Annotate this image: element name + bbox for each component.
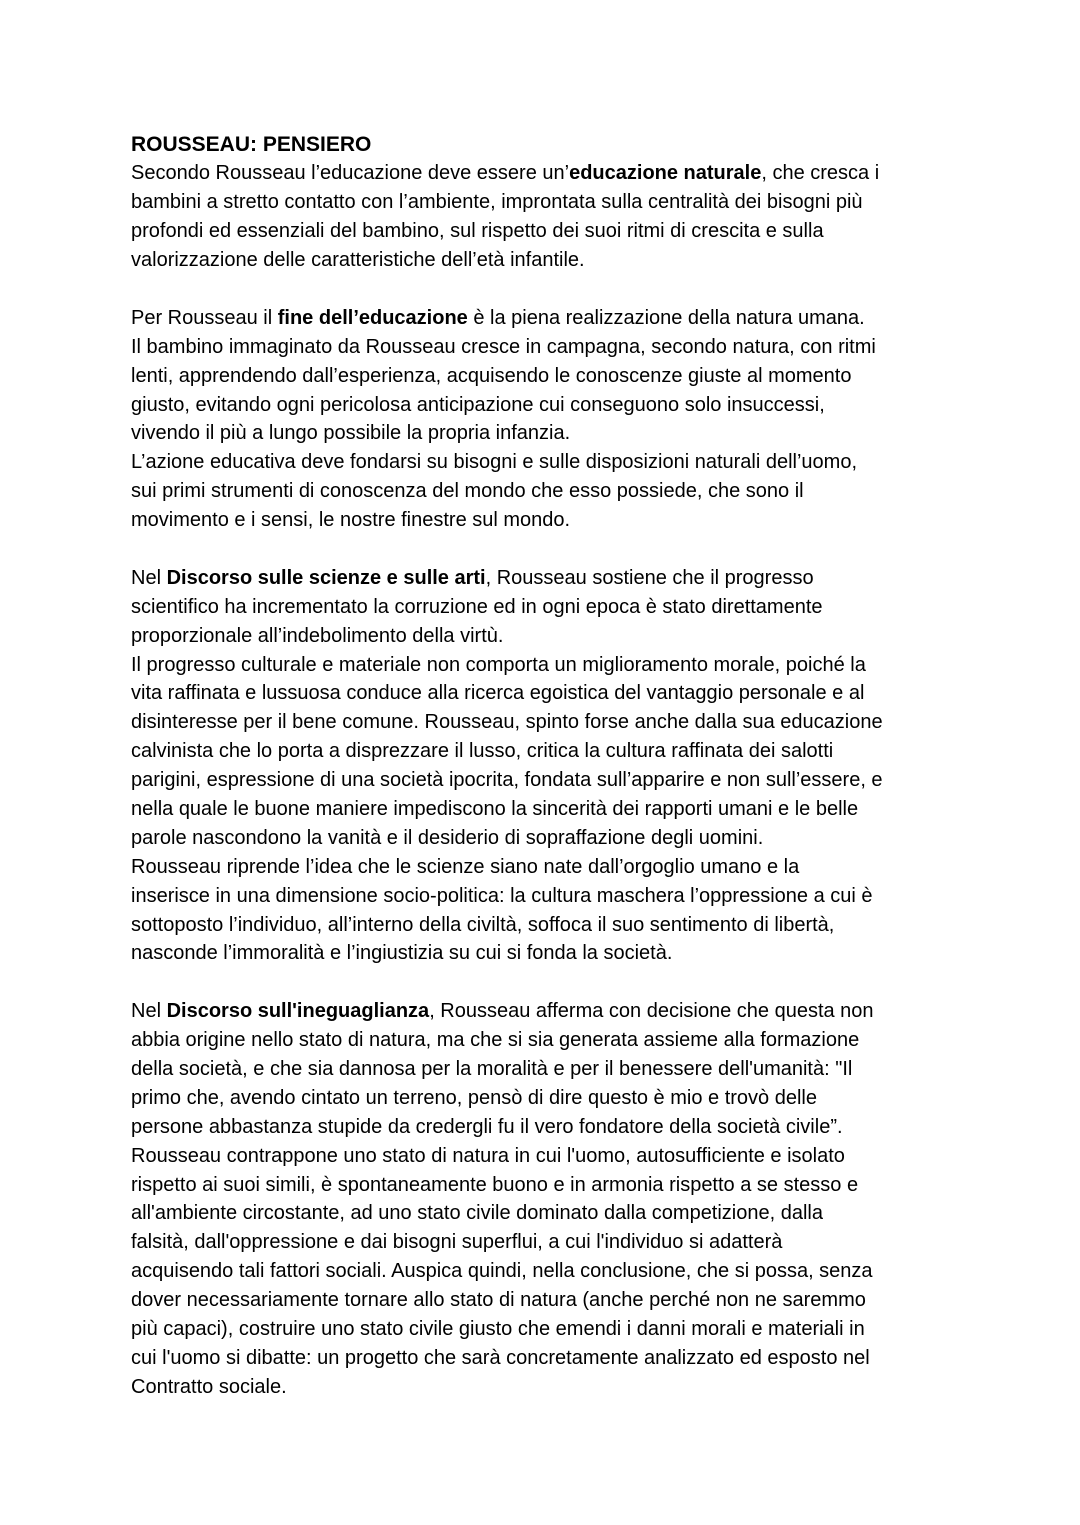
text-line	[131, 1257, 1031, 1286]
text-segment: più capaci), costruire uno stato civile giusto che emendi i danni morali e materiali in	[131, 1318, 865, 1341]
text-line	[131, 997, 1031, 1026]
text-line	[131, 391, 1031, 420]
text-line	[131, 1084, 1031, 1113]
text-segment: sottoposto l’individuo, all’interno della civiltà, soffoca il suo sentimento di libertà,	[131, 913, 835, 936]
document-title: ROUSSEAU: PENSIERO	[131, 132, 372, 156]
text-segment: all'ambiente circostante, ad uno stato civile dominato dalla competizione, dalla	[131, 1202, 823, 1225]
text-line	[131, 708, 1031, 737]
text-segment: nella quale le buone maniere impediscono la sincerità dei rapporti umani e le belle	[131, 797, 859, 820]
text-segment: parole nascondono la vanità e il desiderio di sopraffazione degli uomini.	[131, 826, 764, 849]
text-segment: rispetto ai suoi simili, è spontaneamente buono e in armonia rispetto a se stesso e	[131, 1173, 859, 1196]
text-segment: , che cresca i	[761, 162, 880, 185]
text-line	[131, 419, 1031, 448]
text-segment: Il bambino immaginato da Rousseau cresce in campagna, secondo natura, con ritmi	[131, 335, 876, 358]
document-page	[131, 131, 1031, 1402]
text-line	[131, 1315, 1031, 1344]
text-segment: movimento e i sensi, le nostre finestre sul mondo.	[131, 509, 571, 532]
text-line	[131, 217, 1031, 246]
text-line	[131, 824, 1031, 853]
text-line	[131, 1171, 1031, 1200]
text-line	[131, 1228, 1031, 1257]
text-segment: falsità, dall'oppressione e dai bisogni superflui, a cui l'individuo si adatterà	[131, 1231, 783, 1254]
text-segment: valorizzazione delle caratteristiche dell’età infantile.	[131, 249, 585, 272]
text-line	[131, 477, 1031, 506]
text-segment: bambini a stretto contatto con l’ambiente, improntata sulla centralità dei bisogni più	[131, 191, 863, 214]
text-segment: vivendo il più a lungo possibile la propria infanzia.	[131, 422, 571, 445]
text-line	[131, 1373, 1031, 1402]
text-segment: acquisendo tali fattori sociali. Auspica quindi, nella conclusione, che si possa, senza	[131, 1260, 873, 1283]
text-line	[131, 1344, 1031, 1373]
text-segment: Nel	[131, 1000, 167, 1023]
text-segment: Contratto sociale.	[131, 1375, 287, 1398]
text-segment: lenti, apprendendo dall’esperienza, acquisendo le conoscenze giuste al momento	[131, 364, 852, 387]
text-line	[131, 651, 1031, 680]
blank-line	[131, 535, 1031, 564]
text-segment: cui l'uomo si dibatte: un progetto che sarà concretamente analizzato ed esposto nel	[131, 1346, 870, 1369]
text-line	[131, 1286, 1031, 1315]
bold-term: fine dell’educazione	[277, 306, 468, 329]
text-segment: è la piena realizzazione della natura umana.	[467, 306, 865, 329]
text-segment: Secondo Rousseau l’educazione deve essere un’	[131, 162, 570, 185]
text-line	[131, 1055, 1031, 1084]
text-segment: calvinista che lo porta a disprezzare il lusso, critica la cultura raffinata dei salotti	[131, 740, 834, 763]
text-line	[131, 188, 1031, 217]
text-line	[131, 679, 1031, 708]
text-line	[131, 795, 1031, 824]
text-segment: Rousseau contrappone uno stato di natura in cui l'uomo, autosufficiente e isolato	[131, 1144, 845, 1167]
text-line	[131, 737, 1031, 766]
text-segment: vita raffinata e lussuosa conduce alla ricerca egoistica del vantaggio personale e al	[131, 682, 865, 705]
bold-term: Discorso sulle scienze e sulle arti	[166, 566, 486, 589]
text-line	[131, 506, 1031, 535]
text-line	[131, 766, 1031, 795]
text-segment: , Rousseau sostiene che il progresso	[485, 566, 814, 589]
bold-term: educazione naturale	[569, 162, 762, 185]
document-body	[131, 159, 1031, 1401]
text-line	[131, 304, 1031, 333]
text-segment: persone abbastanza stupide da credergli fu il vero fondatore della società civile”.	[131, 1115, 843, 1138]
text-segment: parigini, espressione di una società ipocrita, fondata sull’apparire e non sull’essere, e	[131, 769, 883, 792]
text-segment: L’azione educativa deve fondarsi su bisogni e sulle disposizioni naturali dell’uomo,	[131, 451, 858, 474]
text-segment: scientifico ha incrementato la corruzione ed in ogni epoca è stato direttamente	[131, 595, 823, 618]
text-segment: abbia origine nello stato di natura, ma che si sia generata assieme alla formazione	[131, 1029, 860, 1052]
text-segment: dover necessariamente tornare allo stato di natura (anche perché non ne saremmo	[131, 1289, 866, 1312]
text-segment: sui primi strumenti di conoscenza del mondo che esso possiede, che sono il	[131, 480, 804, 503]
text-segment: , Rousseau afferma con decisione che questa non	[429, 1000, 874, 1023]
text-line	[131, 362, 1031, 391]
text-line	[131, 564, 1031, 593]
text-segment: Nel	[131, 566, 167, 589]
text-line	[131, 593, 1031, 622]
text-line	[131, 333, 1031, 362]
text-line	[131, 1199, 1031, 1228]
text-line	[131, 246, 1031, 275]
text-line	[131, 882, 1031, 911]
text-segment: Rousseau riprende l’idea che le scienze siano nate dall’orgoglio umano e la	[131, 855, 800, 878]
text-segment: inserisce in una dimensione socio-politica: la cultura maschera l’oppressione a cui è	[131, 884, 873, 907]
bold-term: Discorso sull'ineguaglianza	[166, 1000, 430, 1023]
text-line	[131, 853, 1031, 882]
text-line	[131, 622, 1031, 651]
text-line	[131, 1026, 1031, 1055]
text-segment: Per Rousseau il	[131, 306, 278, 329]
text-line	[131, 911, 1031, 940]
text-line	[131, 159, 1031, 188]
text-segment: profondi ed essenziali del bambino, sul rispetto dei suoi ritmi di crescita e sulla	[131, 220, 824, 243]
blank-line	[131, 968, 1031, 997]
text-segment: Il progresso culturale e materiale non comporta un miglioramento morale, poiché la	[131, 653, 866, 676]
text-line	[131, 1113, 1031, 1142]
text-segment: primo che, avendo cintato un terreno, pensò di dire questo è mio e trovò delle	[131, 1086, 817, 1109]
text-line	[131, 939, 1031, 968]
text-segment: disinteresse per il bene comune. Rousseau, spinto forse anche dalla sua educazione	[131, 711, 883, 734]
text-segment: proporzionale all’indebolimento della virtù.	[131, 624, 504, 647]
text-segment: nasconde l’immoralità e l’ingiustizia su cui si fonda la società.	[131, 942, 673, 965]
text-segment: giusto, evitando ogni pericolosa anticipazione cui conseguono solo insuccessi,	[131, 393, 825, 416]
blank-line	[131, 275, 1031, 304]
text-line	[131, 448, 1031, 477]
text-line	[131, 1142, 1031, 1171]
text-segment: della società, e che sia dannosa per la moralità e per il benessere dell'umanità: "Il	[131, 1058, 853, 1080]
